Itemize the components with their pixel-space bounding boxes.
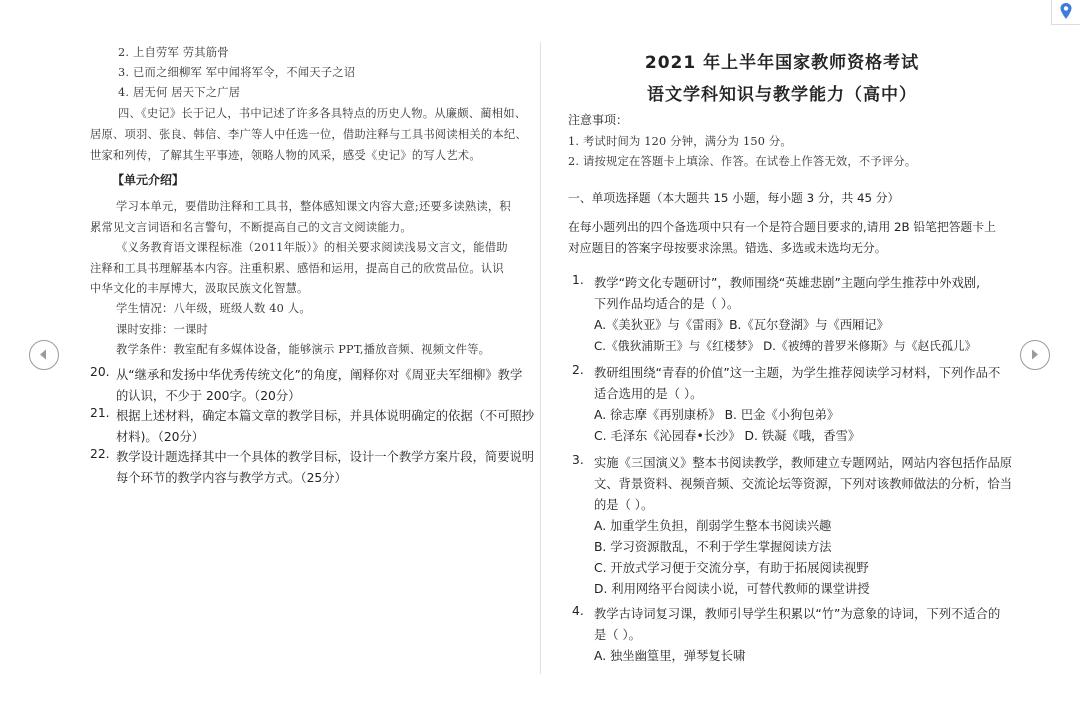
question-20: 20. 从“继承和发扬中华优秀传统文化”的角度，阐释你对《周亚夫军细柳》教学 的认识，不少于 200字。（20分）: [90, 365, 523, 403]
notice-heading: 注意事项：: [568, 113, 629, 127]
poem-line-2: 2. 上自劳军 劳其筋骨: [118, 46, 229, 59]
teaching-conditions: 教学条件：教室配有多媒体设备，能够演示 PPT,播放音频、视频文件等。: [116, 343, 491, 356]
question-21: 21. 根据上述材料，确定本篇文章的教学目标，并具体说明确定的依据（不可照抄 材料)。（20分）: [90, 406, 535, 444]
unit-paragraph-line: 学习本单元，要借助注释和工具书，整体感知课文内容大意;还要多读熟读，积: [116, 200, 511, 213]
student-info: 学生情况：八年级，班级人数 40 人。: [116, 302, 311, 315]
lesson-schedule: 课时安排：一课时: [116, 323, 208, 336]
question-3: 3. 实施《三国演义》整本书阅读教学，教师建立专题网站，网站内容包括作品原 文、背景资料、视频音频、交流论坛等资源，下列对该教师做法的分析，恰当 的是（ ）。 A. 加重学生负担，削弱学生整本书阅读兴趣 B. 学习资源散乱，不利于学生掌握阅读方法 C. 开放式学习便于交流分享，有助于拓展阅读视野 D. 利用网络平台阅读小说，可替代教师的课堂讲授: [572, 453, 1013, 596]
chevron-right-icon: [1021, 341, 1048, 368]
section-heading: 一、单项选择题（本大题共 15 小题，每小题 3 分，共 45 分）: [568, 191, 900, 205]
section-description: 在每小题列出的四个备选项中只有一个是符合题目要求的,请用 2B 铅笔把答题卡上: [568, 220, 996, 234]
previous-page-button[interactable]: [29, 340, 59, 370]
notice-item: 2. 请按规定在答题卡上填涂、作答。在试卷上作答无效，不予评分。: [568, 155, 917, 168]
question-1: 1. 教学“跨文化专题研讨”，教师围绕“英雄悲剧”主题向学生推荐中外戏剧, 下列作品均适合的是（ ）。 A.《美狄亚》与《雷雨》B.《瓦尔登湖》与《西厢记》 C.《俄狄浦斯王》与《红楼梦》 D.《被缚的普罗米修斯》与《赵氏孤儿》: [572, 273, 981, 353]
unit-paragraph-line: 累常见文言词语和名言警句，不断提高自己的文言文阅读能力。: [90, 221, 412, 234]
exam-title: 2021 年上半年国家教师资格考试: [644, 53, 920, 73]
map-pin-icon: [1052, 0, 1080, 24]
page-divider: [540, 42, 541, 674]
location-pin-button[interactable]: [1051, 0, 1080, 25]
question-2: 2. 教研组围绕“青春的价值”这一主题，为学生推荐阅读学习材料，下列作品不 适合选用的是（ ）。 A. 徐志摩《再别康桥》 B. 巴金《小狗包弟》 C. 毛泽东《沁园春•长沙》 D. 铁凝《哦，香雪》: [572, 363, 1001, 443]
notice-item: 1. 考试时间为 120 分钟，满分为 150 分。: [568, 135, 792, 148]
paragraph-four-line: 世家和列传，了解其生平事迹，领略人物的风采，感受《史记》的写人艺术。: [90, 149, 481, 162]
section-description: 对应题目的答案字母按要求涂黑。错选、多选或未选均无分。: [568, 241, 887, 255]
paragraph-four-line: 居原、项羽、张良、韩信、李广等人中任选一位，借助注释与工具书阅读相关的本纪、: [90, 128, 527, 141]
poem-line-4: 4. 居无何 居天下之广居: [118, 86, 241, 99]
exam-subject-title: 语文学科知识与教学能力（高中）: [647, 85, 917, 105]
question-4: 4. 教学古诗词复习课，教师引导学生积累以“竹”为意象的诗词，下列不适合的 是（ ）。 A. 独坐幽篁里，弹琴复长啸: [572, 604, 1001, 663]
unit-intro-heading: 【单元介绍】: [112, 173, 185, 187]
poem-line-3: 3. 已而之细柳军 军中闻将军令，不闻天子之诏: [118, 66, 356, 79]
chevron-left-icon: [30, 341, 57, 368]
curriculum-paragraph-line: 注释和工具书理解基本内容。注重积累、感悟和运用，提高自己的欣赏品位。认识: [90, 262, 504, 275]
curriculum-paragraph-line: 中华文化的丰厚博大，汲取民族文化智慧。: [90, 282, 309, 295]
question-22: 22. 教学设计题选择其中一个具体的教学目标，设计一个教学方案片段，简要说明 每个环节的教学内容与教学方式。（25分）: [90, 447, 535, 485]
curriculum-paragraph-line: 《义务教育语文课程标准（2011年版）》的相关要求阅读浅易文言文，能借助: [116, 241, 508, 254]
paragraph-four-line: 四、《史记》长于记人，书中记述了许多各具特点的历史人物。从廉颇、蔺相如、: [118, 107, 527, 120]
next-page-button[interactable]: [1020, 340, 1050, 370]
